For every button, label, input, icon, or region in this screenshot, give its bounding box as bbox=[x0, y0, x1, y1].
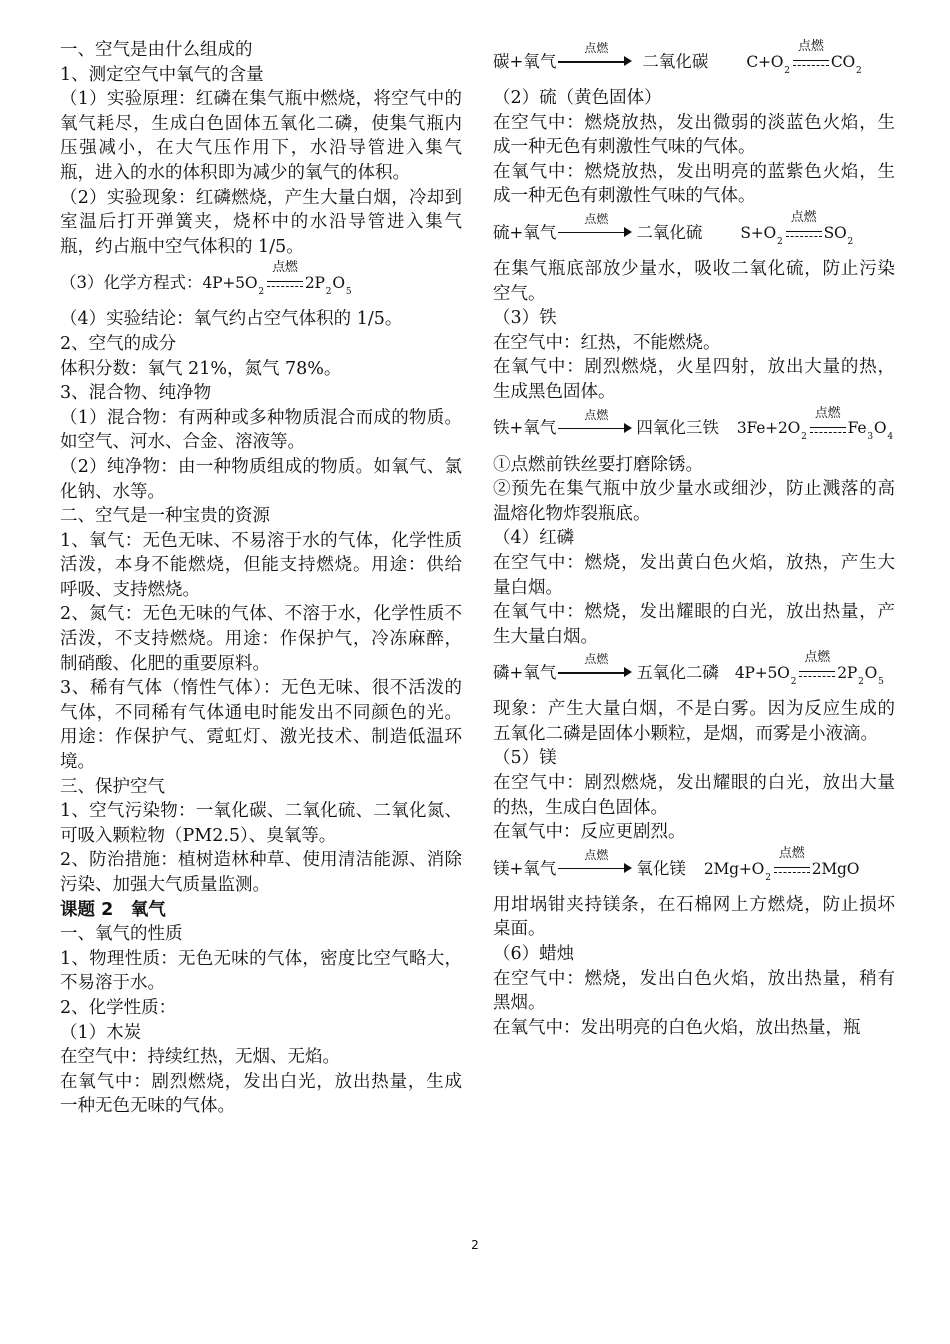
subsection-heading: （3）铁 bbox=[493, 308, 557, 329]
paragraph: 2、氮气：无色无味的气体、不溶于水，化学性质不活泼，不支持燃烧。用途：作保护气，冷冻麻醉，制硝酸、化肥的重要原料。 bbox=[60, 604, 462, 674]
chemical-formula: 4P+5O 2 点燃 2P 2 O 5 bbox=[734, 650, 884, 687]
paragraph: 在集气瓶底部放少量水，吸收二氧化硫，防止污染空气。 bbox=[493, 258, 895, 304]
chemical-formula: 4P+5O 2 点燃 2P 2 O 5 bbox=[202, 260, 352, 298]
paragraph: 在空气中：剧烈燃烧，发出耀眼的白光，放出大量的热，生成白色固体。 bbox=[493, 773, 895, 818]
paragraph: 2、防治措施：植树造林种草、使用清洁能源、消除污染、加强大气质量监测。 bbox=[60, 850, 462, 895]
paragraph: 在空气中：燃烧，发出白色火焰，放出热量，稍有黑烟。 bbox=[493, 968, 895, 1014]
text-line: 在空气中：红热，不能燃烧。 bbox=[493, 332, 721, 353]
paragraph: 用坩埚钳夹持镁条，在石棉网上方燃烧，防止损坏桌面。 bbox=[493, 894, 895, 940]
subsection-heading: （5）镁 bbox=[493, 748, 557, 769]
text-line: 体积分数：氧气 21%，氮气 78%。 bbox=[60, 358, 342, 379]
section-heading: 三、保护空气 bbox=[60, 776, 165, 797]
paragraph: 在氧气中：剧烈燃烧，火星四射，放出大量的热，生成黑色固体。 bbox=[493, 357, 895, 402]
paragraph: 在氧气中：发出明亮的白色火焰，放出热量，瓶 bbox=[493, 1017, 861, 1038]
paragraph: 在空气中：燃烧，发出黄白色火焰，放热，产生大量白烟。 bbox=[493, 552, 895, 598]
section-heading: 二、空气是一种宝贵的资源 bbox=[60, 506, 270, 527]
reaction-equals-sign: 点燃 bbox=[266, 273, 304, 293]
reaction-arrow: 点燃 bbox=[558, 419, 634, 439]
right-column bbox=[493, 38, 895, 1040]
subsection-heading: 1、测定空气中氧气的含量 bbox=[60, 64, 264, 85]
left-column bbox=[60, 38, 462, 1119]
subsection-heading: （6）蜡烛 bbox=[493, 944, 575, 965]
paragraph: ②预先在集气瓶中放少量水或细沙，防止溅落的高温熔化物炸裂瓶底。 bbox=[493, 479, 895, 524]
subsection-heading: （2）硫（黄色固体） bbox=[493, 88, 662, 108]
paragraph: 1、物理性质：无色无味的气体，密度比空气略大，不易溶于水。 bbox=[60, 948, 462, 994]
subsection-heading: 2、空气的成分 bbox=[60, 333, 177, 354]
paragraph: 在氧气中：燃烧，发出耀眼的白光，放出热量，产生大量白烟。 bbox=[493, 602, 895, 647]
chemical-formula: S+O 2 点燃 SO 2 bbox=[740, 209, 854, 247]
equation-row: 铁+氧气 点燃 四氧化三铁 3Fe+2O 2 点燃 Fe 3 O 4 bbox=[493, 405, 893, 443]
page-number: 2 bbox=[471, 1238, 479, 1252]
subsection-heading: 3、混合物、纯净物 bbox=[60, 383, 212, 404]
reaction-arrow: 点燃 bbox=[558, 859, 634, 879]
paragraph: 3、稀有气体（惰性气体）：无色无味、很不活泼的气体，不同稀有气体通电时能发出不同颜色的光。用途：作保护气、霓虹灯、激光技术、制造低温环境。 bbox=[60, 678, 462, 773]
equation-row: 镁+氧气 点燃 氧化镁 2Mg+O 2 点燃 2MgO bbox=[493, 845, 860, 883]
reaction-equals-sign: 点燃 bbox=[785, 223, 823, 243]
section-heading: 一、氧气的性质 bbox=[60, 924, 183, 945]
text-line: ①点燃前铁丝要打磨除锈。 bbox=[493, 454, 703, 475]
reaction-equals-sign: 点燃 bbox=[809, 419, 847, 439]
chemical-formula: C+O 2 点燃 CO 2 bbox=[746, 39, 862, 76]
reaction-equals-sign: 点燃 bbox=[798, 663, 836, 683]
text-line: 在氧气中：反应更剧烈。 bbox=[493, 822, 686, 843]
equation-row: 碳+氧气 点燃 二氧化碳 C+O 2 点燃 CO 2 bbox=[493, 39, 862, 76]
chemical-formula: 3Fe+2O 2 点燃 Fe 3 O 4 bbox=[736, 405, 893, 443]
paragraph: （1）混合物：有两种或多种物质混合而成的物质。如空气、河水、合金、溶液等。 bbox=[60, 407, 462, 453]
subsection-heading: （1）木炭 bbox=[60, 1022, 142, 1043]
paragraph: 1、氧气：无色无味、不易溶于水的气体，化学性质活泼，本身不能燃烧，但能支持燃烧。用途：供给呼吸、支持燃烧。 bbox=[60, 530, 462, 600]
topic-heading: 课题 2 氧气 bbox=[60, 899, 166, 920]
equation-label: （3）化学方程式： bbox=[60, 273, 203, 293]
paragraph: 在氧气中：剧烈燃烧，发出白光，放出热量，生成一种无色无味的气体。 bbox=[60, 1071, 462, 1117]
subsection-heading: （4）红磷 bbox=[493, 528, 575, 549]
subsection-heading: 2、化学性质： bbox=[60, 997, 177, 1018]
section-heading: 一、空气是由什么组成的 bbox=[60, 40, 253, 60]
paragraph: 在空气中：燃烧放热，发出微弱的淡蓝色火焰，生成一种无色有刺激性气味的气体。 bbox=[493, 112, 895, 158]
reaction-equals-sign: 点燃 bbox=[773, 859, 811, 879]
text-line: 在空气中：持续红热，无烟、无焰。 bbox=[60, 1047, 340, 1068]
reaction-arrow: 点燃 bbox=[558, 663, 634, 683]
chemical-formula: 2Mg+O 2 点燃 2MgO bbox=[703, 845, 860, 883]
paragraph: 现象：产生大量白烟，不是白雾。因为反应生成的五氧化二磷是固体小颗粒，是烟，而雾是小液滴。 bbox=[493, 699, 895, 744]
paragraph: 在氧气中：燃烧放热，发出明亮的蓝紫色火焰，生成一种无色有刺激性气味的气体。 bbox=[493, 161, 895, 207]
equation-row: 硫+氧气 点燃 二氧化硫 S+O 2 点燃 SO 2 bbox=[493, 209, 854, 247]
paragraph: 1、空气污染物：一氧化碳、二氧化硫、二氧化氮、可吸入颗粒物（PM2.5）、臭氧等。 bbox=[60, 801, 462, 846]
paragraph: （4）实验结论：氧气约占空气体积的 1/5。 bbox=[60, 309, 403, 330]
paragraph: （2）纯净物：由一种物质组成的物质。如氧气、氯化钠、水等。 bbox=[60, 456, 462, 502]
reaction-equals-sign: 点燃 bbox=[792, 52, 830, 72]
paragraph: （1）实验原理：红磷在集气瓶中燃烧，将空气中的氧气耗尽，生成白色固体五氧化二磷，使集气瓶内压强减小，在大气压作用下，水沿导管进入集气瓶，进入的水的体积即为减少的氧气的体积。 bbox=[60, 89, 462, 183]
equation-row bbox=[60, 259, 462, 307]
paragraph: （2）实验现象：红磷燃烧，产生大量白烟，冷却到室温后打开弹簧夹，烧杯中的水沿导管进入集气瓶，约占瓶中空气体积的 1/5。 bbox=[60, 187, 462, 257]
reaction-arrow: 点燃 bbox=[558, 52, 634, 72]
reaction-arrow: 点燃 bbox=[558, 223, 634, 243]
equation-row: 磷+氧气 点燃 五氧化二磷 4P+5O 2 点燃 2P 2 O 5 bbox=[493, 650, 884, 687]
